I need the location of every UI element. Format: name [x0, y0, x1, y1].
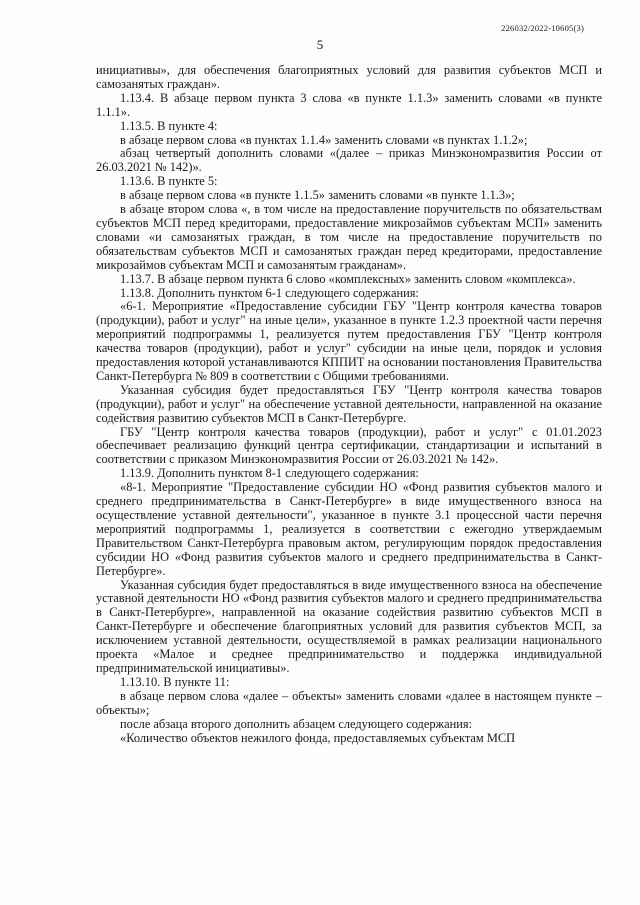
paragraph: в абзаце первом слова «в пункте 1.1.5» заменить словами «в пункте 1.1.3»;: [120, 188, 515, 203]
paragraph: в абзаце втором слова «, в том числе на предоставление поручительств по обязательствам субъектов МСП перед кредиторами, предоставление микрозаймов субъектам МСП» заменить словами «и самозанятых граждан, в том числе на предоставление поручительств по обязательствам субъектов МСП и самозанятых граждан перед кредиторами, предоставление микрозаймов субъектам МСП и самозанятым гражданам».: [96, 202, 602, 272]
paragraph: Указанная субсидия будет предоставляться ГБУ "Центр контроля качества товаров (продукции), работ и услуг" на обеспечение уставной деятельности, направленной на оказание содействия развитию субъектов МСП в Санкт-Петербурге.: [96, 382, 602, 425]
paragraph: «6-1. Мероприятие «Предоставление субсидии ГБУ "Центр контроля качества товаров (продукции), работ и услуг" на иные цели», указанное в пункте 1.2.3 проектной части перечня мероприятий подпрограммы 1, реализуется путем предоставления ГБУ "Центр контроля качества товаров (продукции), работ и услуг" субсидии на иные цели, порядок и условия предоставления которой устанавливаются КППИТ на основании постановления Правительства Санкт-Петербурга № 809 в соответствии с Общими требованиями.: [96, 299, 602, 383]
paragraph: 1.13.6. В пункте 5:: [120, 174, 218, 189]
paragraph: 1.13.5. В пункте 4:: [120, 118, 218, 133]
paragraph: 1.13.7. В абзаце первом пункта 6 слово «комплексных» заменить словом «комплекса».: [120, 271, 576, 286]
paragraph: Указанная субсидия будет предоставляться в виде имущественного взноса на обеспечение уставной деятельности НО «Фонд развития субъектов малого и среднего предпринимательства в Санкт-Петербурге», направленной на оказание содействия развитию субъектов МСП в Санкт-Петербурге и обеспечение благоприятных условий для развития субъектов МСП, за исключением уставной деятельности, осуществляемой в рамках реализации национального проекта «Малое и среднее предпринимательство и поддержка индивидуальной предпринимательской инициативы».: [96, 577, 602, 675]
document-body: [96, 64, 602, 745]
paragraph: в абзаце первом слова «далее – объекты» заменить словами «далее в настоящем пункте – объекты»;: [96, 688, 602, 717]
paragraph: после абзаца второго дополнить абзацем следующего содержания:: [120, 716, 473, 731]
paragraph: ГБУ "Центр контроля качества товаров (продукции), работ и услуг" с 01.01.2023 обеспечивает реализацию функций центра сертификации, стандартизации и испытаний в соответствии с приказом Минэкономразвития России от 26.03.2021 № 142».: [96, 424, 602, 467]
paragraph: 1.13.10. В пункте 11:: [120, 674, 230, 689]
paragraph: абзац четвертый дополнить словами «(далее – приказ Минэкономразвития России от 26.03.2021 № 142)».: [96, 146, 602, 175]
paragraph: в абзаце первом слова «в пунктах 1.1.4» заменить словами «в пунктах 1.1.2»;: [120, 132, 528, 147]
paragraph: 1.13.8. Дополнить пунктом 6-1 следующего содержания:: [120, 285, 419, 300]
document-number: 226032/2022-10605(3): [501, 23, 584, 33]
paragraph: «8-1. Мероприятие "Предоставление субсидии НО «Фонд развития субъектов малого и среднего предпринимательства в Санкт-Петербурге» в виде имущественного взноса на осуществление уставной деятельности", указанное в пункте 3.1 процессной части перечня мероприятий подпрограммы 1, реализуется в соответствии с ежегодно утверждаемым Правительством Санкт-Петербурга правовым актом, регулирующим порядок предоставления субсидии НО «Фонд развития субъектов малого и среднего предпринимательства в Санкт-Петербурге».: [96, 480, 602, 578]
page-number: 5: [316, 37, 324, 52]
paragraph: 1.13.4. В абзаце первом пункта 3 слова «в пункте 1.1.3» заменить словами «в пункте 1.1.1».: [96, 90, 602, 119]
paragraph: «Количество объектов нежилого фонда, предоставляемых субъектам МСП: [120, 730, 516, 745]
paragraph: инициативы», для обеспечения благоприятных условий для развития субъектов МСП и самозанятых граждан».: [96, 63, 602, 91]
paragraph: 1.13.9. Дополнить пунктом 8-1 следующего содержания:: [120, 466, 419, 481]
